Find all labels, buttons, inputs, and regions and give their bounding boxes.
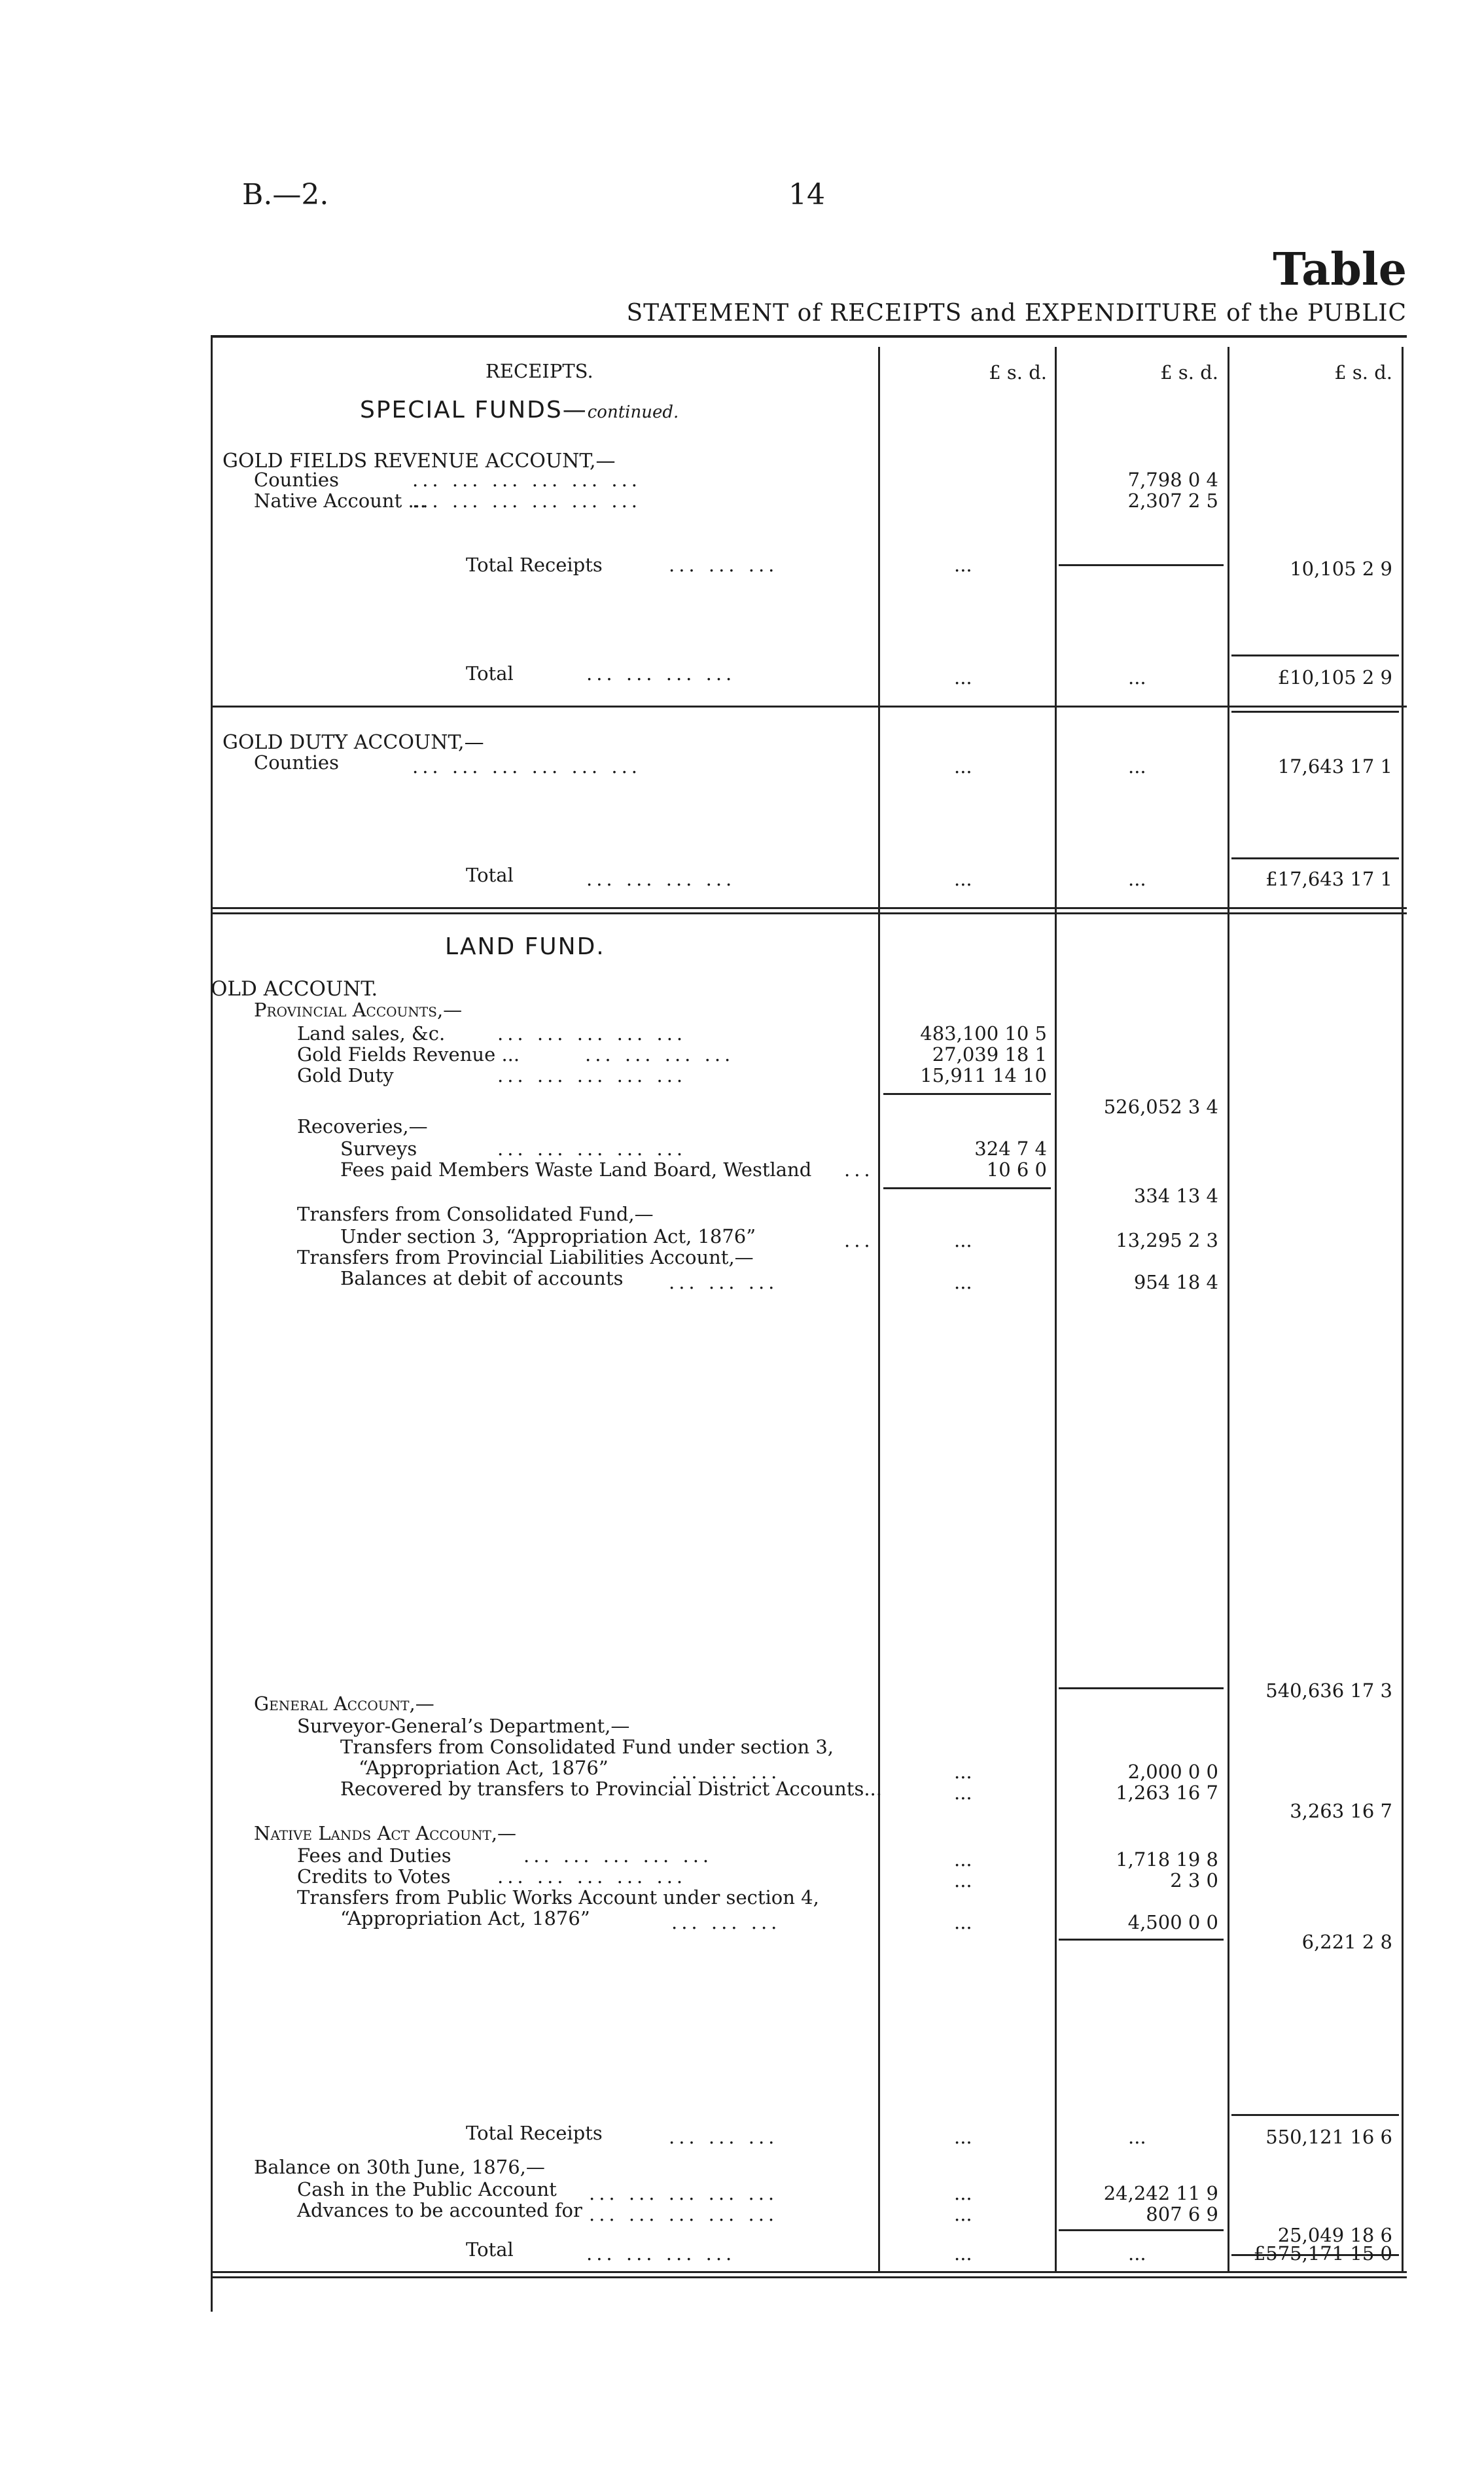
fees-waste-land-amount: 10 6 0 — [986, 1158, 1047, 1181]
recoveries-heading: Recoveries,— — [297, 1115, 428, 1138]
gf-counties-amount: 7,798 0 4 — [1127, 469, 1218, 491]
gold-fields-heading: GOLD FIELDS REVENUE ACCOUNT,— — [222, 450, 616, 473]
gd-counties-label: Counties — [254, 751, 339, 774]
table-left-border — [211, 335, 213, 2312]
special-funds-heading: SPECIAL FUNDS—continued. — [360, 397, 679, 423]
transfers-consolidated-heading: Transfers from Consolidated Fund,— — [297, 1203, 654, 1225]
land-fund-heading: LAND FUND. — [445, 933, 605, 960]
under-section-amount: 13,295 2 3 — [1116, 1229, 1218, 1251]
cash-public-label: Cash in the Public Account — [297, 2178, 557, 2200]
table-bottom-rule-2 — [211, 2276, 1407, 2278]
transfers-cf-line1: Transfers from Consolidated Fund under section 3, — [340, 1736, 834, 1758]
gf-counties-label: Counties — [254, 469, 339, 491]
balance-total: 25,049 18 6 — [1277, 2224, 1392, 2246]
lf-total-label: Total — [466, 2238, 514, 2261]
fees-duties-amount: 1,718 19 8 — [1116, 1848, 1218, 1871]
advances-amount: 807 6 9 — [1146, 2203, 1218, 2225]
gd-total-label: Total — [466, 864, 514, 886]
recovered-transfers-label: Recovered by transfers to Provincial District Accounts... — [340, 1778, 882, 1800]
currency-header-1: £ s. d. — [989, 361, 1047, 384]
page-number: 14 — [788, 178, 825, 211]
page-reference: B.—2. — [242, 178, 329, 211]
recoveries-subtotal: 334 13 4 — [1133, 1185, 1218, 1207]
gold-fields-revenue-label: Gold Fields Revenue ... — [297, 1043, 520, 1066]
provincial-subtotal: 526,052 3 4 — [1103, 1096, 1218, 1118]
gold-duty-amount: 15,911 14 10 — [920, 1064, 1047, 1086]
transfers-pw-amount: 4,500 0 0 — [1127, 1911, 1218, 1933]
native-lands-heading: Native Lands Act Account,— — [254, 1822, 517, 1844]
gf-total-receipts-label: Total Receipts — [466, 554, 603, 576]
balances-debit-amount: 954 18 4 — [1133, 1271, 1218, 1293]
gold-fields-revenue-amount: 27,039 18 1 — [932, 1043, 1047, 1066]
gf-native-label: Native Account ... — [254, 490, 427, 512]
gf-total-label: Total — [466, 662, 514, 685]
native-lands-total: 6,221 2 8 — [1301, 1931, 1392, 1953]
gd-total-amount: £17,643 17 1 — [1265, 868, 1392, 890]
gf-total-amount: £10,105 2 9 — [1277, 666, 1392, 689]
advances-label: Advances to be accounted for — [297, 2199, 582, 2221]
old-account-heading: OLD ACCOUNT. — [211, 977, 378, 1001]
transfers-cf-amount: 2,000 0 0 — [1127, 1761, 1218, 1783]
lf-total-receipts-amount: 550,121 16 6 — [1265, 2126, 1392, 2148]
fees-waste-land-label: Fees paid Members Waste Land Board, Westland — [340, 1158, 812, 1181]
general-account-total: 3,263 16 7 — [1290, 1800, 1392, 1822]
gf-native-amount: 2,307 2 5 — [1127, 490, 1218, 512]
transfers-provincial-heading: Transfers from Provincial Liabilities Account,— — [297, 1246, 754, 1268]
receipts-column-header: RECEIPTS. — [486, 360, 593, 382]
transfers-pw-line2: “Appropriation Act, 1876” — [340, 1907, 590, 1929]
balances-debit-label: Balances at debit of accounts — [340, 1267, 624, 1289]
fees-duties-label: Fees and Duties — [297, 1844, 451, 1867]
table-bottom-rule-1 — [211, 2271, 1407, 2273]
recovered-transfers-amount: 1,263 16 7 — [1116, 1782, 1218, 1804]
provincial-accounts-heading: Provincial Accounts,— — [254, 999, 463, 1021]
credits-votes-label: Credits to Votes — [297, 1865, 451, 1888]
lf-total-amount: £575,171 15 0 — [1253, 2242, 1392, 2265]
surveys-amount: 324 7 4 — [974, 1138, 1047, 1160]
cash-public-amount: 24,242 11 9 — [1103, 2182, 1218, 2204]
table-title: Table — [1273, 243, 1407, 296]
surveyor-general-heading: Surveyor-General’s Department,— — [297, 1715, 630, 1737]
gold-duty-heading: GOLD DUTY ACCOUNT,— — [222, 731, 484, 754]
column-divider-2 — [1055, 347, 1057, 2271]
old-account-total: 540,636 17 3 — [1265, 1679, 1392, 1702]
surveys-label: Surveys — [340, 1138, 417, 1160]
column-divider-3 — [1228, 347, 1229, 2271]
credits-votes-amount: 2 3 0 — [1170, 1869, 1218, 1891]
currency-header-3: £ s. d. — [1334, 361, 1392, 384]
currency-header-2: £ s. d. — [1160, 361, 1218, 384]
general-account-heading: General Account,— — [254, 1693, 434, 1715]
table-subtitle: STATEMENT of RECEIPTS and EXPENDITURE of the PUBLIC — [626, 300, 1407, 327]
balance-heading: Balance on 30th June, 1876,— — [254, 2156, 545, 2178]
land-sales-label: Land sales, &c. — [297, 1022, 446, 1045]
column-divider-1 — [878, 347, 880, 2271]
gf-total-receipts-amount: 10,105 2 9 — [1290, 558, 1392, 580]
gold-duty-label: Gold Duty — [297, 1064, 394, 1086]
transfers-cf-line2: “Appropriation Act, 1876” — [359, 1757, 609, 1779]
table-top-rule — [211, 335, 1407, 338]
land-sales-amount: 483,100 10 5 — [920, 1022, 1047, 1045]
gd-counties-amount: 17,643 17 1 — [1277, 755, 1392, 778]
table-right-border — [1402, 347, 1404, 2271]
lf-total-receipts-label: Total Receipts — [466, 2122, 603, 2144]
transfers-pw-line1: Transfers from Public Works Account under section 4, — [297, 1886, 819, 1909]
under-section-label: Under section 3, “Appropriation Act, 1876” — [340, 1225, 756, 1247]
